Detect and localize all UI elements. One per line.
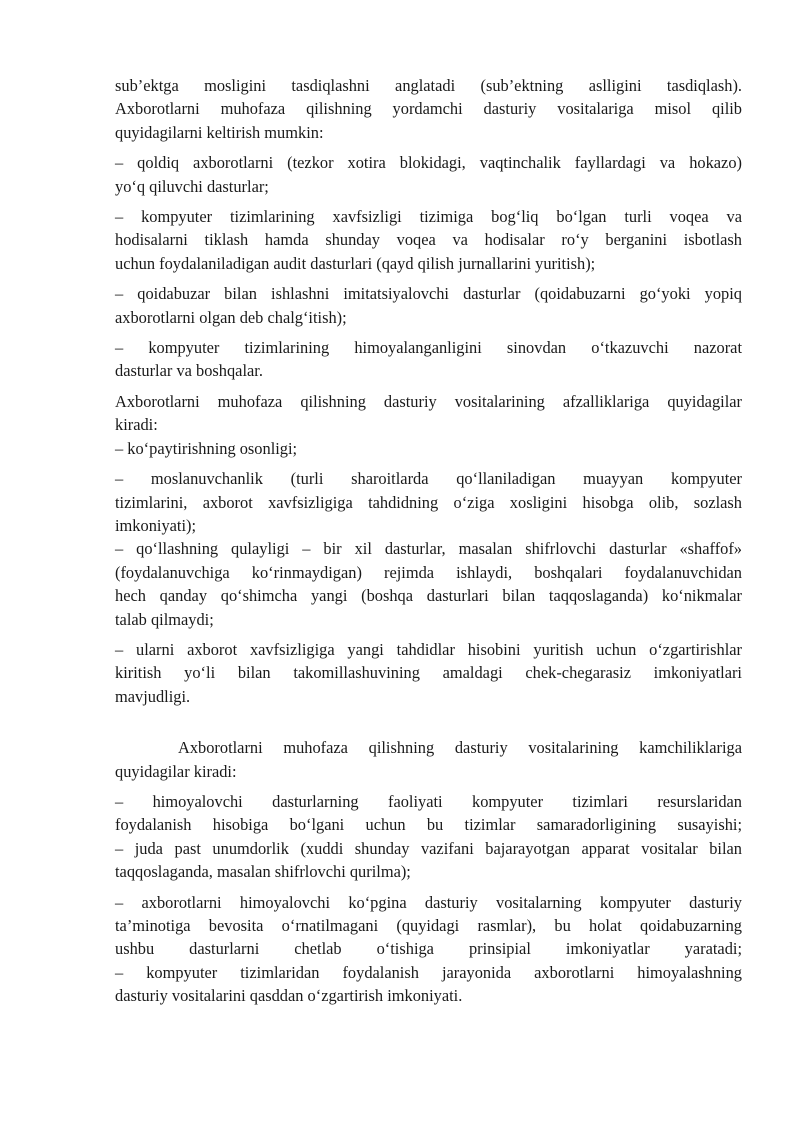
- text-line: – kompyuter tizimlarining himoyalanganligini sinovdan o‘tkazuvchi nazorat: [115, 338, 742, 358]
- text-line: – moslanuvchanlik (turli sharoitlarda qo‘llaniladigan muayyan kompyuter: [115, 469, 742, 489]
- text-line: – ularni axborot xavfsizligiga yangi tahdidlar hisobini yuritish uchun o‘zgartirishlar: [115, 639, 742, 659]
- list-item-integration-modification: [115, 891, 742, 1008]
- text-line: quyidagilarni keltirish mumkin:: [115, 122, 324, 142]
- paragraph-disadvantages-intro: [115, 736, 742, 783]
- list-item-flexibility-usability: [115, 467, 742, 631]
- text-line: kiritish yo‘li bilan takomillashuvining amaldagi chek-chegarasiz imkoniyatlari: [115, 663, 742, 683]
- text-line: taqqoslaganda, masalan shifrlovchi qurilma);: [115, 862, 411, 882]
- text-line: – kompyuter tizimlarining xavfsizligi tizimiga bog‘liq bo‘lgan turli voqea va: [115, 207, 742, 227]
- text-line: Axborotlarni muhofaza qilishning yordamchi dasturiy vositalariga misol qilib: [115, 99, 742, 119]
- text-line: – qo‘llashning qulayligi – bir xil dasturlar, masalan shifrlovchi dasturlar «shaffof»: [115, 539, 742, 559]
- text-line: – ko‘paytirishning osonligi;: [115, 438, 298, 458]
- text-line: uchun foydalaniladigan audit dasturlari (qayd qilish jurnallarini yuritish);: [115, 253, 596, 273]
- text-line: – juda past unumdorlik (xuddi shunday vazifani bajarayotgan apparat vositalar bilan: [115, 838, 742, 858]
- list-item-performance: [115, 790, 742, 884]
- text-line: axborotlarni olgan deb chalg‘itish);: [115, 307, 347, 327]
- list-item-audit-programs: [115, 205, 742, 275]
- paragraph-authentication-intro: [115, 74, 742, 144]
- paragraph-advantages-intro: [115, 390, 742, 460]
- text-line: (foydalanuvchiga ko‘rinmaydigan) rejimda ishlaydi, boshqalari foydalanuvchidan: [115, 562, 742, 582]
- text-line: talab qilmaydi;: [115, 609, 214, 629]
- text-line: Axborotlarni muhofaza qilishning dasturiy vositalarining afzalliklariga quyidagilar: [115, 391, 742, 411]
- blank-line: [115, 715, 742, 736]
- text-line: kiradi:: [115, 415, 158, 435]
- text-line: hodisalarni tiklash hamda shunday voqea va hodisalar ro‘y berganini isbotlash: [115, 230, 742, 250]
- text-line: imkoniyati);: [115, 515, 197, 535]
- text-line: – himoyalovchi dasturlarning faoliyati kompyuter tizimlari resurslaridan: [115, 791, 742, 811]
- text-line: sub’ektga mosligini tasdiqlashni anglatadi (sub’ektning aslligini tasdiqlash).: [115, 76, 742, 95]
- text-line: dasturlar va boshqalar.: [115, 361, 263, 381]
- text-line: hech qanday qo‘shimcha yangi (boshqa dasturlari bilan taqqoslaganda) ko‘nikmalar: [115, 586, 742, 606]
- text-line: ushbu dasturlarni chetlab o‘tishiga prinsipial imkoniyatlar yaratadi;: [115, 939, 742, 959]
- text-line: – kompyuter tizimlaridan foydalanish jarayonida axborotlarni himoyalashning: [115, 962, 742, 982]
- text-line: – qoldiq axborotlarni (tezkor xotira blokidagi, vaqtinchalik fayllardagi va hokazo): [115, 153, 742, 173]
- list-item-improvement: [115, 638, 742, 708]
- text-line: – qoidabuzar bilan ishlashni imitatsiyalovchi dasturlar (qoidabuzarni go‘yoki yopiq: [115, 284, 742, 304]
- text-line: – axborotlarni himoyalovchi ko‘pgina dasturiy vositalarning kompyuter dasturiy: [115, 892, 742, 912]
- text-line: dasturiy vositalarini qasddan o‘zgartirish imkoniyati.: [115, 986, 463, 1006]
- list-item-residual-data: [115, 151, 742, 198]
- text-line: foydalanish hisobiga bo‘lgani uchun bu tizimlar samaradorligining susayishi;: [115, 815, 742, 835]
- text-line: yo‘q qiluvchi dasturlar;: [115, 176, 269, 196]
- document-page: [115, 74, 742, 1015]
- text-line: mavjudligi.: [115, 686, 191, 706]
- text-line: Axborotlarni muhofaza qilishning dasturiy vositalarining kamchiliklariga: [178, 738, 742, 758]
- text-line: quyidagilar kiradi:: [115, 761, 237, 781]
- text-line: ta’minotiga bevosita o‘rnatilmagani (quyidagi rasmlar), bu holat qoidabuzarning: [115, 916, 742, 935]
- list-item-intruder-imitation: [115, 282, 742, 329]
- list-item-testing-programs: [115, 336, 742, 383]
- text-line: tizimlarini, axborot xavfsizligiga tahdidning o‘ziga xosligini hisobga olib, sozlash: [115, 492, 742, 512]
